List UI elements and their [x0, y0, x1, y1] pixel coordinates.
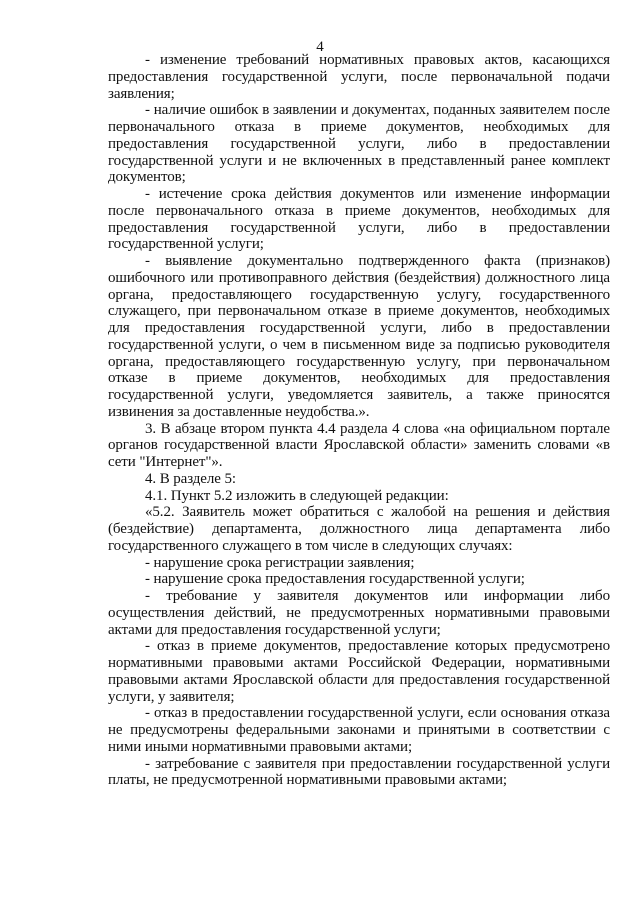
paragraph-unlawful-fee: - затребование с заявителя при предоставлении государственной услуги платы, не предусмотренной нормативными правовыми актами; [108, 755, 610, 789]
paragraph-item-4: 4. В разделе 5: [145, 470, 236, 487]
document-body [108, 52, 610, 789]
paragraph-item-5-2: «5.2. Заявитель может обратиться с жалобой на решения и действия (бездействие) департамента, должностного лица департамента либо государственного служащего в том числе в следующих случаях: [108, 504, 610, 554]
paragraph-misconduct-detection: - выявление документально подтвержденного факта (признаков) ошибочного или противоправного действия (бездействия) должностного лица органа, предоставляющего государственную услугу, государственного служащего, при первоначальном отказе в приеме документов, необходимых для предоставления государственной услуги, либо в предоставлении государственной услуги, о чем в письменном виде за подписью руководителя органа, предоставляющего государственную услугу, при первоначальном отказе в приеме документов, необходимых для предоставления государственной услуги, уведомляется заявитель, а также приносятся извинения за доставленные неудобства.». [108, 253, 610, 420]
page-number: 4 [316, 39, 324, 55]
paragraph-extra-requirements: - требование у заявителя документов или информации либо осуществления действий, не предусмотренных нормативными правовыми актами для предоставления государственной услуги; [108, 588, 610, 638]
paragraph-registration-deadline: - нарушение срока регистрации заявления; [145, 554, 415, 571]
paragraph-document-refusal: - отказ в приеме документов, предоставление которых предусмотрено нормативными правовыми актами Российской Федерации, нормативными правовыми актами Ярославской области для предоставления государственной услуги, у заявителя; [108, 638, 610, 705]
paragraph-item-3: 3. В абзаце втором пункта 4.4 раздела 4 слова «на официальном портале органов государственной власти Ярославской области» заменить словами «в сети "Интернет"». [108, 420, 610, 470]
paragraph-document-expiry: - истечение срока действия документов или изменение информации после первоначального отказа в приеме документов, необходимых для предоставления государственной услуги, либо в предоставлении государственной услуги; [108, 186, 610, 253]
paragraph-requirements-change: - изменение требований нормативных правовых актов, касающихся предоставления государственной услуги, после первоначальной подачи заявления; [108, 52, 610, 102]
paragraph-errors-in-application: - наличие ошибок в заявлении и документах, поданных заявителем после первоначального отказа в приеме документов, необходимых для предоставления государственной услуги, либо в предоставлении государственной услуги и не включенных в представленный ранее комплект документов; [108, 102, 610, 186]
paragraph-item-4-1: 4.1. Пункт 5.2 изложить в следующей редакции: [145, 487, 449, 504]
paragraph-service-deadline: - нарушение срока предоставления государственной услуги; [145, 571, 525, 588]
paragraph-service-refusal: - отказ в предоставлении государственной услуги, если основания отказа не предусмотрены федеральными законами и принятыми в соответствии с ними иными нормативными правовыми актами; [108, 705, 610, 755]
